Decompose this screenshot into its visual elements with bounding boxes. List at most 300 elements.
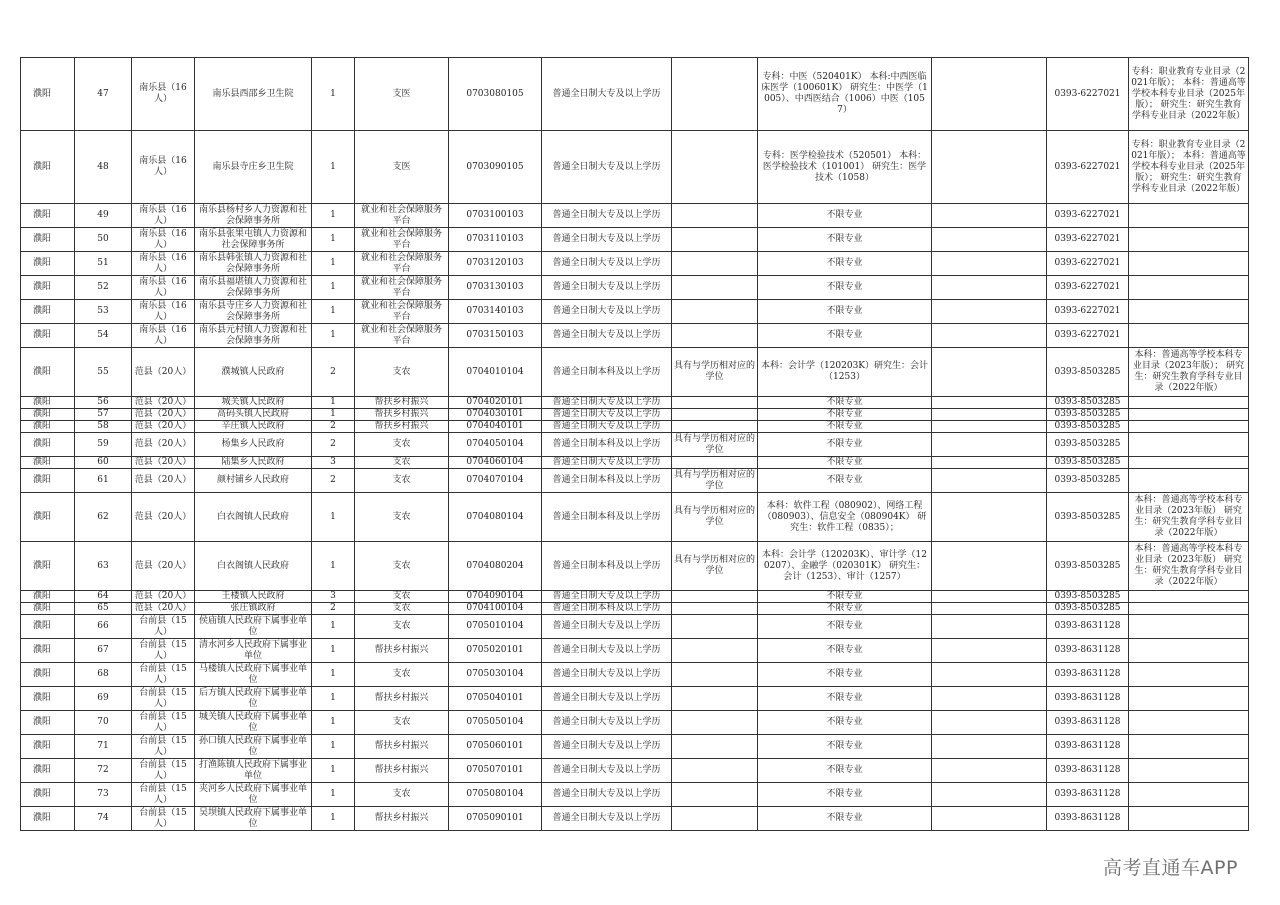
cell-seq: 72 xyxy=(75,759,132,783)
table-row xyxy=(21,348,1249,397)
cell-phone: 0393-8631128 xyxy=(1047,615,1129,639)
cell-count: 1 xyxy=(312,397,355,409)
cell-phone: 0393-8503285 xyxy=(1047,603,1129,615)
cell-county: 范县（20人） xyxy=(132,348,195,397)
cell-seq: 74 xyxy=(75,807,132,831)
cell-city: 濮阳 xyxy=(21,469,75,493)
cell-education: 普通全日制本科及以上学历 xyxy=(542,603,672,615)
cell-seq: 67 xyxy=(75,639,132,663)
cell-code: 0703090105 xyxy=(449,131,542,204)
cell-education: 普通全日制大专及以上学历 xyxy=(542,276,672,300)
cell-major: 不限专业 xyxy=(758,591,932,603)
cell-unit: 南乐县韩张镇人力资源和社会保障事务所 xyxy=(195,252,312,276)
cell-county: 南乐县（16人） xyxy=(132,131,195,204)
cell-category: 帮扶乡村振兴 xyxy=(355,759,449,783)
cell-count: 1 xyxy=(312,711,355,735)
cell-phone: 0393-6227021 xyxy=(1047,204,1129,228)
cell-code: 0703140103 xyxy=(449,300,542,324)
cell-phone: 0393-6227021 xyxy=(1047,300,1129,324)
cell-count: 1 xyxy=(312,759,355,783)
cell-degree xyxy=(672,131,758,204)
cell-phone: 0393-8631128 xyxy=(1047,639,1129,663)
cell-phone: 0393-8503285 xyxy=(1047,493,1129,542)
cell-seq: 64 xyxy=(75,591,132,603)
cell-city: 濮阳 xyxy=(21,421,75,433)
cell-unit: 南乐县张果屯镇人力资源和社会保障事务所 xyxy=(195,228,312,252)
cell-county: 范县（20人） xyxy=(132,542,195,591)
cell-code: 0704030101 xyxy=(449,409,542,421)
cell-county: 范县（20人） xyxy=(132,493,195,542)
cell-degree xyxy=(672,663,758,687)
cell-notes xyxy=(1129,204,1249,228)
cell-empty xyxy=(932,204,1047,228)
cell-code: 0704040101 xyxy=(449,421,542,433)
cell-education: 普通全日制大专及以上学历 xyxy=(542,663,672,687)
cell-empty xyxy=(932,252,1047,276)
cell-empty xyxy=(932,348,1047,397)
cell-seq: 71 xyxy=(75,735,132,759)
cell-category: 支医 xyxy=(355,58,449,131)
cell-unit: 王楼镇人民政府 xyxy=(195,591,312,603)
cell-city: 濮阳 xyxy=(21,348,75,397)
cell-notes xyxy=(1129,615,1249,639)
cell-category: 就业和社会保障服务平台 xyxy=(355,300,449,324)
cell-degree xyxy=(672,687,758,711)
table-row xyxy=(21,252,1249,276)
cell-empty xyxy=(932,759,1047,783)
cell-major: 不限专业 xyxy=(758,433,932,457)
cell-notes xyxy=(1129,397,1249,409)
cell-county: 南乐县（16人） xyxy=(132,276,195,300)
cell-notes xyxy=(1129,603,1249,615)
cell-empty xyxy=(932,603,1047,615)
cell-count: 1 xyxy=(312,639,355,663)
cell-empty xyxy=(932,58,1047,131)
cell-county: 台前县（15人） xyxy=(132,687,195,711)
cell-notes xyxy=(1129,300,1249,324)
cell-city: 濮阳 xyxy=(21,228,75,252)
table-row xyxy=(21,639,1249,663)
cell-major: 不限专业 xyxy=(758,615,932,639)
cell-education: 普通全日制本科及以上学历 xyxy=(542,493,672,542)
cell-category: 帮扶乡村振兴 xyxy=(355,409,449,421)
cell-notes xyxy=(1129,433,1249,457)
cell-phone: 0393-8631128 xyxy=(1047,663,1129,687)
cell-category: 帮扶乡村振兴 xyxy=(355,639,449,663)
cell-county: 范县（20人） xyxy=(132,409,195,421)
cell-empty xyxy=(932,131,1047,204)
cell-seq: 59 xyxy=(75,433,132,457)
cell-major: 不限专业 xyxy=(758,759,932,783)
cell-count: 2 xyxy=(312,603,355,615)
cell-notes xyxy=(1129,469,1249,493)
table-row xyxy=(21,591,1249,603)
cell-unit: 陆集乡人民政府 xyxy=(195,457,312,469)
cell-category: 就业和社会保障服务平台 xyxy=(355,252,449,276)
cell-education: 普通全日制大专及以上学历 xyxy=(542,687,672,711)
table-row xyxy=(21,433,1249,457)
cell-empty xyxy=(932,469,1047,493)
cell-unit: 打渔陈镇人民政府下属事业单位 xyxy=(195,759,312,783)
cell-category: 帮扶乡村振兴 xyxy=(355,397,449,409)
cell-major: 不限专业 xyxy=(758,603,932,615)
cell-code: 0705040101 xyxy=(449,687,542,711)
cell-education: 普通全日制大专及以上学历 xyxy=(542,639,672,663)
cell-code: 0705090101 xyxy=(449,807,542,831)
cell-education: 普通全日制大专及以上学历 xyxy=(542,591,672,603)
cell-empty xyxy=(932,542,1047,591)
cell-degree xyxy=(672,457,758,469)
cell-education: 普通全日制大专及以上学历 xyxy=(542,783,672,807)
cell-education: 普通全日制大专及以上学历 xyxy=(542,252,672,276)
cell-city: 濮阳 xyxy=(21,807,75,831)
cell-degree xyxy=(672,276,758,300)
cell-degree xyxy=(672,300,758,324)
cell-city: 濮阳 xyxy=(21,542,75,591)
cell-education: 普通全日制大专及以上学历 xyxy=(542,711,672,735)
cell-code: 0704080204 xyxy=(449,542,542,591)
cell-unit: 清水河乡人民政府下属事业单位 xyxy=(195,639,312,663)
cell-code: 0704020101 xyxy=(449,397,542,409)
cell-code: 0703150103 xyxy=(449,324,542,348)
cell-unit: 城关镇人民政府下属事业单位 xyxy=(195,711,312,735)
cell-count: 1 xyxy=(312,615,355,639)
cell-major: 不限专业 xyxy=(758,639,932,663)
cell-empty xyxy=(932,493,1047,542)
cell-notes xyxy=(1129,276,1249,300)
cell-city: 濮阳 xyxy=(21,58,75,131)
cell-unit: 颜村铺乡人民政府 xyxy=(195,469,312,493)
cell-code: 0705080104 xyxy=(449,783,542,807)
cell-degree xyxy=(672,735,758,759)
table-row xyxy=(21,542,1249,591)
table-row xyxy=(21,663,1249,687)
table-row xyxy=(21,469,1249,493)
cell-unit: 南乐县福堪镇人力资源和社会保障事务所 xyxy=(195,276,312,300)
cell-degree xyxy=(672,603,758,615)
cell-city: 濮阳 xyxy=(21,493,75,542)
cell-county: 台前县（15人） xyxy=(132,783,195,807)
cell-education: 普通全日制大专及以上学历 xyxy=(542,807,672,831)
table-row xyxy=(21,409,1249,421)
cell-degree xyxy=(672,591,758,603)
cell-city: 濮阳 xyxy=(21,615,75,639)
cell-degree xyxy=(672,421,758,433)
cell-degree xyxy=(672,711,758,735)
cell-category: 支农 xyxy=(355,469,449,493)
cell-notes xyxy=(1129,421,1249,433)
cell-empty xyxy=(932,639,1047,663)
cell-city: 濮阳 xyxy=(21,409,75,421)
cell-education: 普通全日制本科及以上学历 xyxy=(542,469,672,493)
cell-education: 普通全日制大专及以上学历 xyxy=(542,397,672,409)
recruitment-table xyxy=(20,57,1249,831)
cell-category: 支农 xyxy=(355,433,449,457)
cell-seq: 70 xyxy=(75,711,132,735)
cell-code: 0703110103 xyxy=(449,228,542,252)
cell-degree: 具有与学历相对应的学位 xyxy=(672,433,758,457)
cell-degree xyxy=(672,324,758,348)
cell-major: 不限专业 xyxy=(758,469,932,493)
cell-degree xyxy=(672,409,758,421)
table-row xyxy=(21,783,1249,807)
cell-major: 专科：医学检验技术（520501） 本科：医学检验技术（101001） 研究生：医学技术（1058） xyxy=(758,131,932,204)
cell-degree xyxy=(672,252,758,276)
cell-empty xyxy=(932,228,1047,252)
cell-education: 普通全日制大专及以上学历 xyxy=(542,204,672,228)
cell-seq: 56 xyxy=(75,397,132,409)
cell-notes xyxy=(1129,759,1249,783)
cell-phone: 0393-6227021 xyxy=(1047,58,1129,131)
cell-city: 濮阳 xyxy=(21,711,75,735)
cell-notes xyxy=(1129,457,1249,469)
cell-code: 0705050104 xyxy=(449,711,542,735)
cell-category: 支农 xyxy=(355,457,449,469)
cell-unit: 南乐县元村镇人力资源和社会保障事务所 xyxy=(195,324,312,348)
table-row xyxy=(21,324,1249,348)
cell-code: 0704090104 xyxy=(449,591,542,603)
cell-seq: 60 xyxy=(75,457,132,469)
cell-notes: 专科：职业教育专业目录（2021年版）； 本科：普通高等学校本科专业目录（2025年版）； 研究生：研究生教育学科专业目录（2022年版） xyxy=(1129,58,1249,131)
cell-phone: 0393-8503285 xyxy=(1047,457,1129,469)
cell-notes xyxy=(1129,591,1249,603)
cell-major: 不限专业 xyxy=(758,397,932,409)
cell-code: 0703120103 xyxy=(449,252,542,276)
cell-education: 普通全日制本科及以上学历 xyxy=(542,542,672,591)
cell-seq: 49 xyxy=(75,204,132,228)
cell-notes xyxy=(1129,409,1249,421)
cell-city: 濮阳 xyxy=(21,276,75,300)
cell-empty xyxy=(932,615,1047,639)
cell-phone: 0393-8631128 xyxy=(1047,807,1129,831)
cell-phone: 0393-8631128 xyxy=(1047,735,1129,759)
cell-category: 支农 xyxy=(355,493,449,542)
cell-phone: 0393-6227021 xyxy=(1047,252,1129,276)
cell-phone: 0393-8503285 xyxy=(1047,421,1129,433)
cell-empty xyxy=(932,711,1047,735)
cell-unit: 夹河乡人民政府下属事业单位 xyxy=(195,783,312,807)
cell-city: 濮阳 xyxy=(21,591,75,603)
cell-category: 支农 xyxy=(355,348,449,397)
cell-unit: 濮城镇人民政府 xyxy=(195,348,312,397)
cell-code: 0703100103 xyxy=(449,204,542,228)
cell-county: 南乐县（16人） xyxy=(132,228,195,252)
cell-county: 台前县（15人） xyxy=(132,711,195,735)
cell-education: 普通全日制大专及以上学历 xyxy=(542,300,672,324)
cell-degree xyxy=(672,759,758,783)
cell-category: 支农 xyxy=(355,783,449,807)
cell-phone: 0393-6227021 xyxy=(1047,228,1129,252)
cell-seq: 66 xyxy=(75,615,132,639)
cell-count: 1 xyxy=(312,228,355,252)
cell-education: 普通全日制大专及以上学历 xyxy=(542,759,672,783)
cell-category: 支农 xyxy=(355,591,449,603)
cell-county: 南乐县（16人） xyxy=(132,58,195,131)
cell-seq: 65 xyxy=(75,603,132,615)
cell-code: 0704050104 xyxy=(449,433,542,457)
cell-count: 1 xyxy=(312,783,355,807)
cell-category: 就业和社会保障服务平台 xyxy=(355,324,449,348)
cell-city: 濮阳 xyxy=(21,433,75,457)
cell-education: 普通全日制本科及以上学历 xyxy=(542,348,672,397)
cell-degree xyxy=(672,204,758,228)
table-row xyxy=(21,615,1249,639)
cell-major: 不限专业 xyxy=(758,324,932,348)
table-row xyxy=(21,603,1249,615)
cell-major: 本科：软件工程（080902）、网络工程（080903）、信息安全（080904K） 研究生：软件工程（0835）； xyxy=(758,493,932,542)
cell-category: 支医 xyxy=(355,131,449,204)
cell-count: 1 xyxy=(312,663,355,687)
cell-city: 濮阳 xyxy=(21,457,75,469)
cell-seq: 57 xyxy=(75,409,132,421)
cell-empty xyxy=(932,397,1047,409)
cell-county: 台前县（15人） xyxy=(132,663,195,687)
cell-code: 0705060101 xyxy=(449,735,542,759)
cell-empty xyxy=(932,663,1047,687)
table-row xyxy=(21,397,1249,409)
cell-notes: 本科：普通高等学校本科专业目录（2023年版） 研究生：研究生教育学科专业目录（2022年版） xyxy=(1129,542,1249,591)
cell-major: 不限专业 xyxy=(758,711,932,735)
cell-notes xyxy=(1129,711,1249,735)
cell-code: 0704070104 xyxy=(449,469,542,493)
cell-education: 普通全日制大专及以上学历 xyxy=(542,228,672,252)
cell-county: 台前县（15人） xyxy=(132,615,195,639)
cell-seq: 50 xyxy=(75,228,132,252)
table-row xyxy=(21,493,1249,542)
cell-major: 不限专业 xyxy=(758,276,932,300)
cell-unit: 南乐县寺庄乡人力资源和社会保障事务所 xyxy=(195,300,312,324)
cell-empty xyxy=(932,421,1047,433)
cell-education: 普通全日制大专及以上学历 xyxy=(542,324,672,348)
cell-code: 0704100104 xyxy=(449,603,542,615)
cell-county: 范县（20人） xyxy=(132,469,195,493)
cell-phone: 0393-8503285 xyxy=(1047,542,1129,591)
table-row xyxy=(21,204,1249,228)
cell-category: 支农 xyxy=(355,542,449,591)
cell-county: 范县（20人） xyxy=(132,421,195,433)
cell-count: 2 xyxy=(312,469,355,493)
cell-county: 台前县（15人） xyxy=(132,639,195,663)
cell-notes xyxy=(1129,663,1249,687)
cell-county: 范县（20人） xyxy=(132,603,195,615)
cell-seq: 62 xyxy=(75,493,132,542)
cell-seq: 53 xyxy=(75,300,132,324)
cell-city: 濮阳 xyxy=(21,663,75,687)
cell-major: 本科：会计学（120203K）研究生：会计（1253） xyxy=(758,348,932,397)
cell-degree: 具有与学历相对应的学位 xyxy=(672,469,758,493)
cell-phone: 0393-8503285 xyxy=(1047,591,1129,603)
table-row xyxy=(21,807,1249,831)
cell-unit: 张庄镇政府 xyxy=(195,603,312,615)
cell-unit: 孙口镇人民政府下属事业单位 xyxy=(195,735,312,759)
table-row xyxy=(21,131,1249,204)
cell-city: 濮阳 xyxy=(21,735,75,759)
cell-phone: 0393-8503285 xyxy=(1047,409,1129,421)
cell-empty xyxy=(932,300,1047,324)
cell-code: 0705020101 xyxy=(449,639,542,663)
cell-count: 1 xyxy=(312,324,355,348)
cell-unit: 城关镇人民政府 xyxy=(195,397,312,409)
cell-category: 就业和社会保障服务平台 xyxy=(355,204,449,228)
cell-category: 就业和社会保障服务平台 xyxy=(355,276,449,300)
cell-county: 南乐县（16人） xyxy=(132,300,195,324)
cell-education: 普通全日制本科及以上学历 xyxy=(542,433,672,457)
cell-phone: 0393-8503285 xyxy=(1047,469,1129,493)
cell-empty xyxy=(932,687,1047,711)
cell-unit: 南乐县寺庄乡卫生院 xyxy=(195,131,312,204)
cell-code: 0705010104 xyxy=(449,615,542,639)
cell-count: 1 xyxy=(312,204,355,228)
cell-count: 3 xyxy=(312,591,355,603)
cell-degree xyxy=(672,58,758,131)
cell-unit: 马楼镇人民政府下属事业单位 xyxy=(195,663,312,687)
cell-count: 1 xyxy=(312,409,355,421)
table-row xyxy=(21,300,1249,324)
cell-county: 范县（20人） xyxy=(132,397,195,409)
cell-notes xyxy=(1129,639,1249,663)
cell-count: 1 xyxy=(312,493,355,542)
watermark-text: 高考直通车APP xyxy=(1103,857,1238,879)
cell-seq: 69 xyxy=(75,687,132,711)
cell-empty xyxy=(932,409,1047,421)
cell-notes xyxy=(1129,252,1249,276)
cell-seq: 55 xyxy=(75,348,132,397)
cell-category: 帮扶乡村振兴 xyxy=(355,735,449,759)
cell-major: 不限专业 xyxy=(758,421,932,433)
cell-notes xyxy=(1129,687,1249,711)
cell-phone: 0393-8503285 xyxy=(1047,348,1129,397)
cell-major: 不限专业 xyxy=(758,300,932,324)
cell-notes xyxy=(1129,807,1249,831)
cell-empty xyxy=(932,457,1047,469)
cell-degree xyxy=(672,397,758,409)
cell-category: 支农 xyxy=(355,663,449,687)
cell-count: 1 xyxy=(312,276,355,300)
cell-notes: 专科：职业教育专业目录（2021年版）； 本科：普通高等学校本科专业目录（2025年版）； 研究生：研究生教育学科专业目录（2022年版） xyxy=(1129,131,1249,204)
table-row xyxy=(21,58,1249,131)
cell-code: 0704010104 xyxy=(449,348,542,397)
table-row xyxy=(21,228,1249,252)
cell-empty xyxy=(932,276,1047,300)
cell-unit: 侯庙镇人民政府下属事业单位 xyxy=(195,615,312,639)
cell-notes xyxy=(1129,735,1249,759)
cell-code: 0704060104 xyxy=(449,457,542,469)
cell-empty xyxy=(932,324,1047,348)
cell-unit: 南乐县杨村乡人力资源和社会保障事务所 xyxy=(195,204,312,228)
cell-empty xyxy=(932,783,1047,807)
cell-empty xyxy=(932,807,1047,831)
cell-city: 濮阳 xyxy=(21,639,75,663)
cell-count: 1 xyxy=(312,735,355,759)
cell-category: 帮扶乡村振兴 xyxy=(355,421,449,433)
cell-count: 1 xyxy=(312,131,355,204)
cell-education: 普通全日制大专及以上学历 xyxy=(542,735,672,759)
cell-education: 普通全日制大专及以上学历 xyxy=(542,615,672,639)
table-row xyxy=(21,687,1249,711)
cell-code: 0703080105 xyxy=(449,58,542,131)
cell-major: 不限专业 xyxy=(758,457,932,469)
cell-category: 支农 xyxy=(355,711,449,735)
cell-notes xyxy=(1129,228,1249,252)
cell-phone: 0393-8503285 xyxy=(1047,397,1129,409)
cell-category: 支农 xyxy=(355,603,449,615)
cell-code: 0705030104 xyxy=(449,663,542,687)
table-row xyxy=(21,711,1249,735)
table-row xyxy=(21,759,1249,783)
cell-seq: 52 xyxy=(75,276,132,300)
cell-count: 1 xyxy=(312,300,355,324)
cell-city: 濮阳 xyxy=(21,324,75,348)
